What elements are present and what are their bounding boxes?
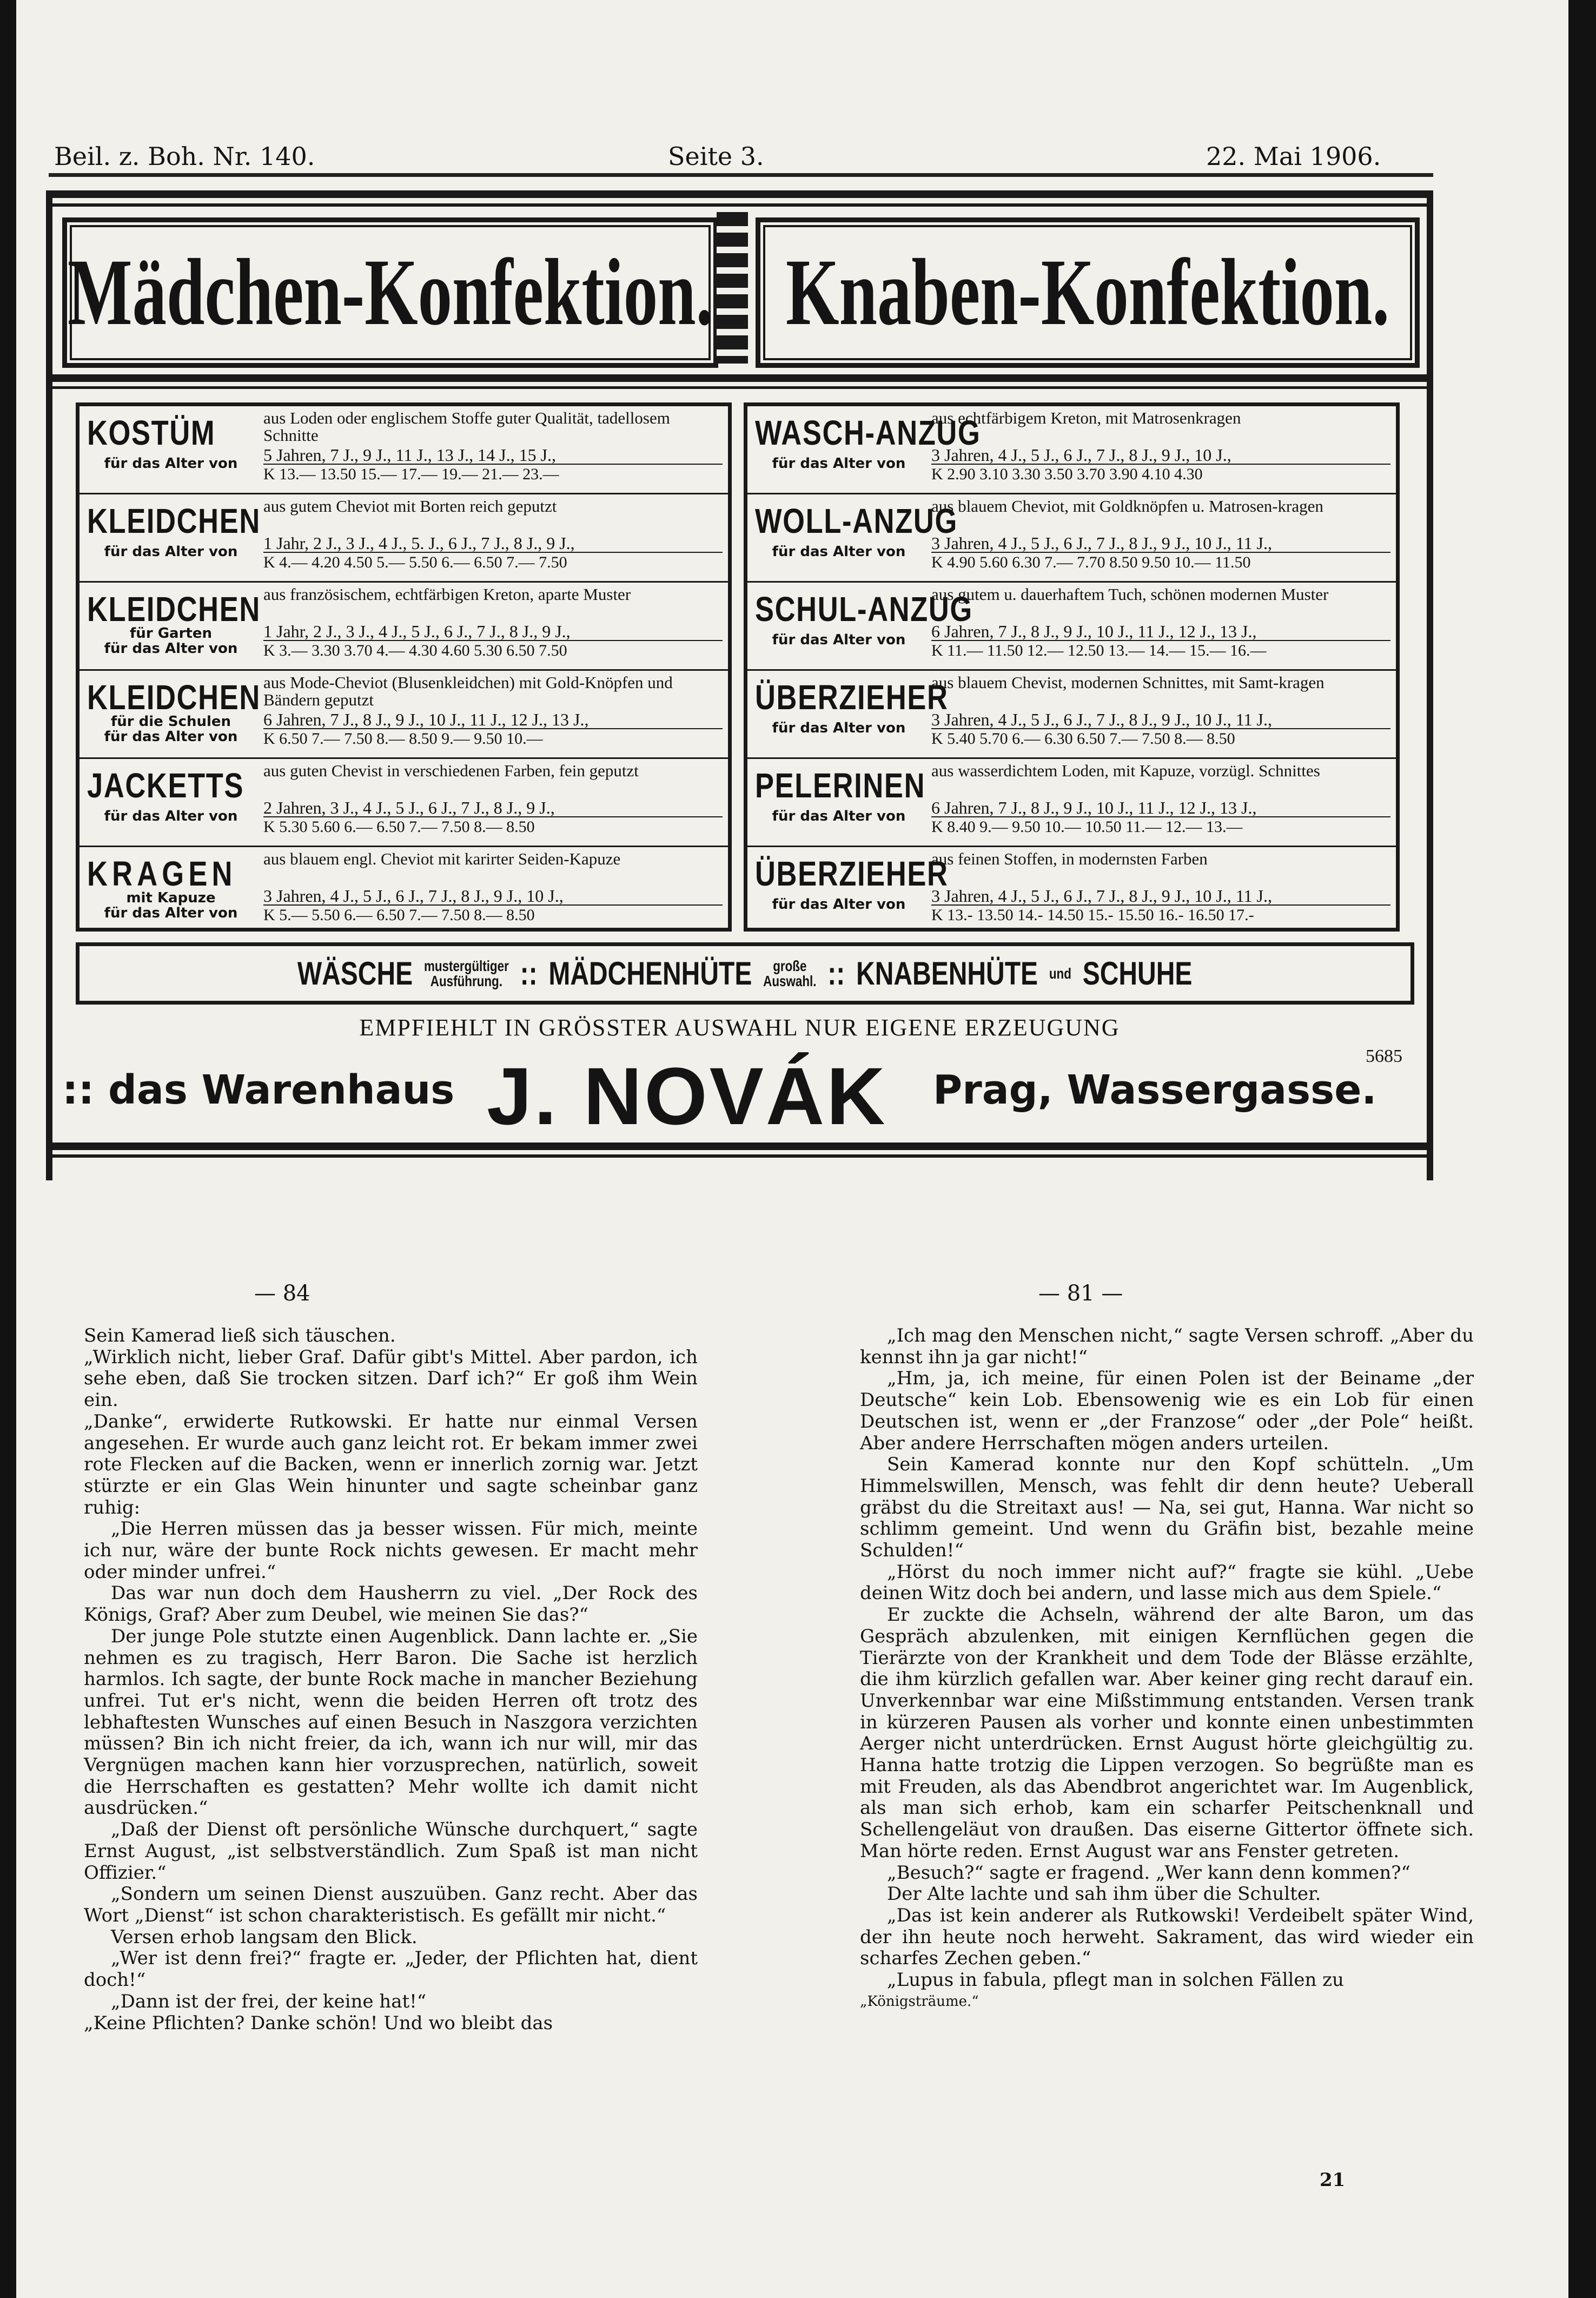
product-prices: K 4.90 5.60 6.30 7.— 7.70 8.50 9.50 10.— 11.50 (931, 553, 1251, 571)
paragraph: „Daß der Dienst oft persönliche Wünsche durchquert,“ sagte Ernst August, „ist selbstverständlich. Zum Spaß ist man nicht Offizier.“ (84, 1819, 698, 1884)
product-prices: K 4.— 4.20 4.50 5.— 5.50 6.— 6.50 7.— 7.50 (263, 553, 567, 571)
folio-mark: 21 (1320, 2169, 1346, 2191)
product-ages: 3 Jahren, 4 J., 5 J., 6 J., 7 J., 8 J., 9 J., 10 J., (263, 887, 723, 906)
issue-date: 22. Mai 1906. (1206, 142, 1381, 171)
product-ages: 6 Jahren, 7 J., 8 J., 9 J., 10 J., 11 J., 12 J., 13 J., (263, 711, 723, 729)
product-name: KOSTÜM (87, 413, 216, 452)
product-name: WOLL-ANZUG (755, 501, 958, 540)
product-name: ÜBERZIEHER (755, 678, 949, 717)
product-row (747, 406, 1396, 494)
product-desc: aus feinen Stoffen, in modernsten Farben (931, 850, 1208, 868)
ad-mid-rail (46, 374, 1433, 382)
product-ages: 6 Jahren, 7 J., 8 J., 9 J., 10 J., 11 J., 12 J., 13 J., (931, 623, 1390, 641)
product-prices: K 3.— 3.30 3.70 4.— 4.30 4.60 5.30 6.50 7.50 (263, 642, 567, 659)
product-prices: K 5.— 5.50 6.— 6.50 7.— 7.50 8.— 8.50 (263, 906, 535, 924)
product-prices: K 8.40 9.— 9.50 10.— 10.50 11.— 12.— 13.— (931, 818, 1243, 836)
paragraph: „Wirklich nicht, lieber Graf. Dafür gibt's Mittel. Aber pardon, ich sehe eben, daß Sie trocken sitzen. Darf ich?“ Er goß ihm Wein ein. (84, 1346, 698, 1411)
product-name: ÜBERZIEHER (755, 854, 949, 893)
product-ages: 5 Jahren, 7 J., 9 J., 11 J., 13 J., 14 J., 15 J., (263, 446, 723, 465)
assortment-schuhe: SCHUHE (1083, 955, 1193, 992)
header-rule (49, 173, 1433, 177)
paragraph: „Lupus in fabula, pflegt man in solchen Fällen zu (887, 1969, 1344, 1991)
product-row (747, 494, 1396, 583)
product-name: KLEIDCHEN (87, 501, 261, 540)
ad-top-rail (46, 190, 1433, 198)
page-label: Seite 3. (668, 142, 764, 171)
newspaper-page (16, 0, 1568, 2298)
title-knaben-konfektion: Knaben-Konfektion. (756, 217, 1420, 368)
left-page-number: — 84 (254, 1281, 310, 1306)
product-sub: für das Alter von (772, 720, 906, 736)
product-name: KLEIDCHEN (87, 678, 261, 717)
product-ages: 6 Jahren, 7 J., 8 J., 9 J., 10 J., 11 J., 12 J., 13 J., (931, 799, 1390, 817)
issue-reference: Beil. z. Boh. Nr. 140. (54, 142, 315, 171)
product-row (80, 494, 728, 583)
advertisement (46, 190, 1433, 1180)
product-sub: mit Kapuze für das Alter von (104, 890, 238, 921)
paragraph: „Besuch?“ sagte er fragend. „Wer kann denn kommen?“ (887, 1861, 1410, 1884)
paragraph: Der Alte lachte und sah ihm über die Schulter. (887, 1883, 1321, 1905)
paragraph: „Dann ist der frei, der keine hat!“ (111, 1990, 427, 2012)
ad-slogan: EMPFIEHLT IN GRÖSSTER AUSWAHL NUR EIGENE ERZEUGUNG (359, 1014, 1120, 1041)
product-name: KLEIDCHEN (87, 590, 261, 629)
product-prices: K 13.— 13.50 15.— 17.— 19.— 21.— 23.— (263, 465, 559, 483)
paragraph: „Wer ist denn frei?“ fragte er. „Jeder, der Pflichten hat, dient doch!“ (84, 1947, 698, 1991)
product-row (80, 583, 728, 671)
product-name: SCHUL-ANZUG (755, 590, 973, 629)
paragraph: Versen erhob langsam den Blick. (111, 1926, 418, 1948)
product-desc: aus Mode-Cheviot (Blusenkleidchen) mit Gold-Knöpfen und Bändern geputzt (263, 674, 673, 709)
product-ages: 3 Jahren, 4 J., 5 J., 6 J., 7 J., 8 J., 9 J., 10 J., (931, 446, 1390, 465)
product-sub: für das Alter von (772, 455, 906, 472)
product-name: JACKETTS (87, 766, 244, 805)
ad-bottom-rail (46, 1143, 1433, 1150)
product-ages: 1 Jahr, 2 J., 3 J., 4 J., 5 J., 6 J., 7 J., 8 J., 9 J., (263, 623, 723, 641)
paragraph: Sein Kamerad konnte nur den Kopf schütteln. „Um Himmelswillen, Mensch, was fehlt dir denn heute? Ueberall gräbst du die Streitaxt aus! — Na, sei gut, Hanna. War nicht so schlimm gemeint. Und wenn du Gräfin bist, bezahle meine Schulden!“ (860, 1454, 1474, 1562)
product-row (747, 759, 1396, 847)
product-sub: für Garten für das Alter von (104, 625, 238, 657)
product-name: WASCH-ANZUG (755, 413, 981, 452)
product-desc: aus französischem, echtfärbigen Kreton, aparte Muster (263, 586, 631, 604)
product-sub: für das Alter von (104, 455, 238, 472)
product-sub: für die Schulen für das Alter von (104, 714, 238, 745)
separator: :: (827, 955, 845, 992)
firm-prefix: :: das Warenhaus (62, 1067, 455, 1113)
footer-title: „Königsträume.“ (860, 1993, 979, 2010)
story-column-right (860, 1325, 1474, 2013)
product-row (80, 759, 728, 847)
assortment-knabenhuete: KNABENHÜTE (856, 955, 1038, 992)
product-row (80, 671, 728, 759)
product-desc: aus Loden oder englischem Stoffe guter Qualität, tadellosem Schnitte (263, 410, 670, 445)
paragraph: Er zuckte die Achseln, während der alte Baron, um das Gespräch abzulenken, mit einigen Kernflüchen gegen die Tierärzte von der Krankheit und dem Tode der Blässe erzählte, die ihm kürzlich gefallen war. Aber keiner ging recht darauf ein. Unverkennbar war eine Mißstimmung entstanden. Versen trank in kürzeren Pausen als vorher und konnte einen unbestimmten Aerger nicht unterdrücken. Ernst August hörte gleichgültig zu. Hanna hatte trotzig die Lippen verzogen. So begrüßte man es mit Freuden, als das Abendbrot angerichtet war. Im Augenblick, als man sich erhob, kam ein scharfer Peitschenknall und Schellengeläut von draußen. Das eiserne Gittertor öffnete sich. Man hörte reden. Ernst August war ans Fenster getreten. (860, 1604, 1474, 1862)
assortment-waesche: WÄSCHE (297, 955, 413, 992)
assortment-maedchenhuete: MÄDCHENHÜTE (548, 955, 752, 992)
paragraph: Sein Kamerad ließ sich täuschen. (84, 1325, 396, 1346)
product-desc: aus gutem u. dauerhaftem Tuch, schönen modernen Muster (931, 586, 1329, 604)
ad-code: 5685 (1366, 1046, 1402, 1066)
product-desc: aus wasserdichtem Loden, mit Kapuze, vorzügl. Schnittes (931, 762, 1320, 780)
firm-name: J. NOVÁK (487, 1051, 888, 1141)
product-sub: für das Alter von (772, 808, 906, 824)
product-ages: 3 Jahren, 4 J., 5 J., 6 J., 7 J., 8 J., 9 J., 10 J., 11 J., (931, 534, 1390, 553)
product-sub: für das Alter von (772, 632, 906, 648)
product-sub: für das Alter von (772, 896, 906, 913)
assortment-note: große Auswahl. (763, 957, 817, 989)
assortment-bar (76, 942, 1414, 1005)
title-maedchen-konfektion: Mädchen-Konfektion. (62, 217, 718, 368)
product-prices: K 6.50 7.— 7.50 8.— 8.50 9.— 9.50 10.— (263, 730, 543, 748)
separator: :: (520, 955, 538, 992)
ad-mid-rail-thin (46, 386, 1433, 389)
product-ages: 2 Jahren, 3 J., 4 J., 5 J., 6 J., 7 J., 8 J., 9 J., (263, 799, 723, 817)
firm-address: Prag, Wassergasse. (933, 1067, 1377, 1113)
product-name: PELERINEN (755, 766, 926, 805)
product-name: KRAGEN (87, 854, 237, 893)
product-sub: für das Alter von (772, 544, 906, 560)
firm-line (46, 1046, 1433, 1141)
product-ages: 3 Jahren, 4 J., 5 J., 6 J., 7 J., 8 J., 9 J., 10 J., 11 J., (931, 887, 1390, 906)
product-prices: K 11.— 11.50 12.— 12.50 13.— 14.— 15.— 16.— (931, 642, 1267, 659)
product-row (747, 671, 1396, 759)
product-sub: für das Alter von (104, 544, 238, 560)
assortment-note: mustergültiger Ausführung. (424, 957, 509, 989)
product-row (80, 406, 728, 494)
product-desc: aus blauem Cheviot, mit Goldknöpfen u. Matrosen-kragen (931, 498, 1323, 516)
product-ages: 3 Jahren, 4 J., 5 J., 6 J., 7 J., 8 J., 9 J., 10 J., 11 J., (931, 711, 1390, 729)
product-prices: K 2.90 3.10 3.30 3.50 3.70 3.90 4.10 4.30 (931, 465, 1203, 483)
product-row (747, 583, 1396, 671)
product-desc: aus gutem Cheviot mit Borten reich geputzt (263, 498, 557, 516)
paragraph: „Ich mag den Menschen nicht,“ sagte Versen schroff. „Aber du kennst ihn ja gar nicht!“ (860, 1325, 1474, 1368)
product-prices: K 5.30 5.60 6.— 6.50 7.— 7.50 8.— 8.50 (263, 818, 535, 836)
right-page-number: — 81 — (1038, 1281, 1123, 1306)
product-desc: aus guten Chevist in verschiedenen Farben, fein geputzt (263, 762, 639, 780)
product-desc: aus blauem Chevist, modernen Schnittes, mit Samt-kragen (931, 674, 1325, 692)
paragraph: Das war nun doch dem Hausherrn zu viel. „Der Rock des Königs, Graf? Aber zum Deubel, wie meinen Sie das?“ (84, 1582, 698, 1626)
panel-maedchen (76, 402, 732, 932)
product-row (80, 847, 728, 935)
paragraph: Der junge Pole stutzte einen Augenblick. Dann lachte er. „Sie nehmen es zu tragisch, Herr Baron. Die Sache ist herzlich harmlos. Ich sagte, der bunte Rock mache in mancher Beziehung unfrei. Tut er's nicht, wenn die beiden Herren oft trotz des lebhaftesten Wunsches auf einen Besuch in Naszgora verzichten müssen? Bin ich nicht freier, da ich, wann ich nur will, mir das Vergnügen machen kann hier vorzusprechen, natürlich, soweit die Herrschaften es gestatten? Mehr wollte ich damit nicht ausdrücken.“ (84, 1625, 698, 1819)
paragraph: „Keine Pflichten? Danke schön! Und wo bleibt das (84, 2012, 553, 2034)
ad-top-rail-thin (46, 203, 1433, 207)
paragraph: „Hörst du noch immer nicht auf?“ fragte sie kühl. „Uebe deinen Witz doch bei andern, und lasse mich aus dem Spiele.“ (860, 1561, 1474, 1604)
paragraph: „Das ist kein anderer als Rutkowski! Verdeibelt später Wind, der ihn heute noch herweht. Sakrament, das wird wieder ein scharfes Zechen geben.“ (860, 1904, 1474, 1970)
paragraph: „Hm, ja, ich meine, für einen Polen ist der Beiname „der Deutsche“ kein Lob. Ebensowenig wie es ein Lob für einen Deutschen ist, wenn er „der Franzose“ oder „der Pole“ heißt. Aber andere Herrschaften mögen anders urteilen. (860, 1368, 1474, 1454)
product-desc: aus blauem engl. Cheviot mit karirter Seiden-Kapuze (263, 850, 621, 868)
ad-bottom-rail-thin (46, 1154, 1433, 1158)
product-row (747, 847, 1396, 935)
assortment-and: und (1049, 965, 1072, 982)
title-divider-ornament (717, 212, 748, 364)
panel-knaben (744, 402, 1400, 932)
product-ages: 1 Jahr, 2 J., 3 J., 4 J., 5. J., 6 J., 7 J., 8 J., 9 J., (263, 534, 723, 553)
story-column-left (84, 1325, 698, 2034)
product-prices: K 13.- 13.50 14.- 14.50 15.- 15.50 16.- 16.50 17.- (931, 906, 1254, 924)
paragraph: „Danke“, erwiderte Rutkowski. Er hatte nur einmal Versen angesehen. Er wurde auch ganz leicht rot. Er bekam immer zwei rote Flecken auf die Backen, wenn er innerlich zornig war. Jetzt stürzte er ein Glas Wein hinunter und sagte scheinbar ganz ruhig: (84, 1410, 698, 1518)
product-prices: K 5.40 5.70 6.— 6.30 6.50 7.— 7.50 8.— 8.50 (931, 730, 1235, 748)
paragraph: „Sondern um seinen Dienst auszuüben. Ganz recht. Aber das Wort „Dienst“ ist schon charakteristisch. Es gefällt mir nicht.“ (84, 1883, 698, 1926)
product-sub: für das Alter von (104, 808, 238, 824)
paragraph: „Die Herren müssen das ja besser wissen. Für mich, meinte ich nur, wäre der bunte Rock nichts gewesen. Er macht mehr oder minder unfrei.“ (84, 1518, 698, 1583)
product-desc: aus echtfärbigem Kreton, mit Matrosenkragen (931, 410, 1241, 427)
